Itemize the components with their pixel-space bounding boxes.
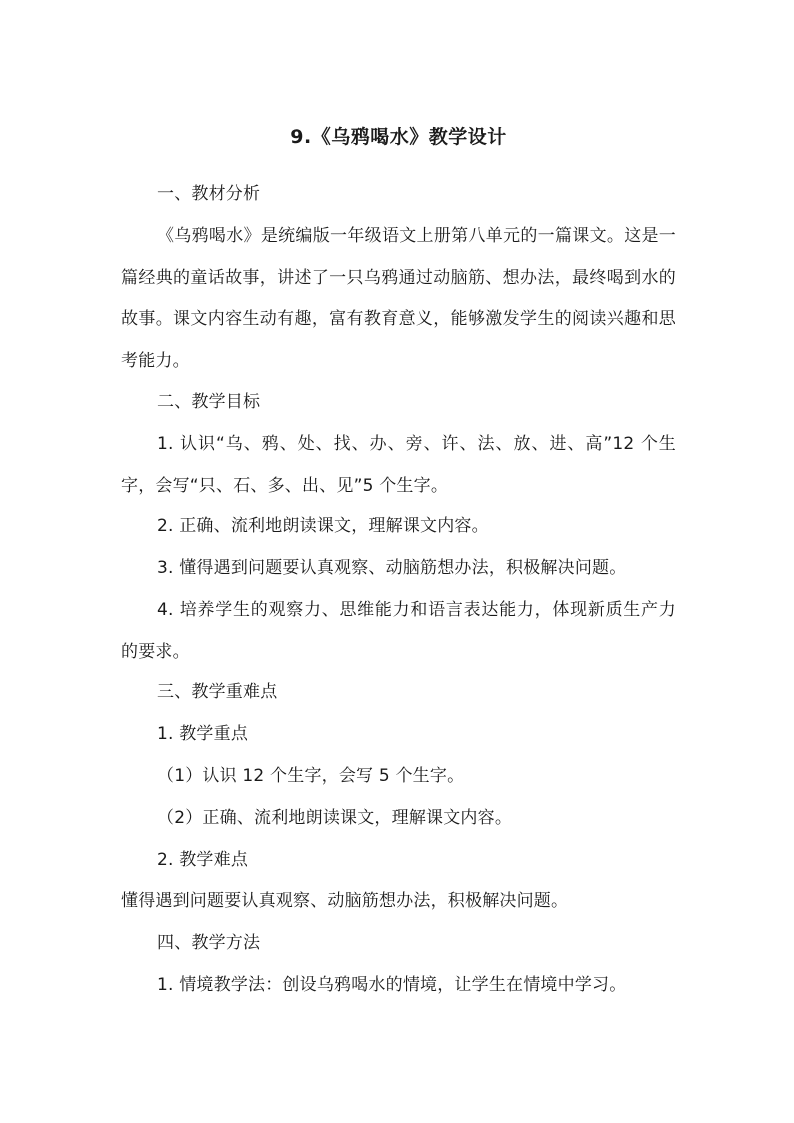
document-title: 9.《乌鸦喝水》教学设计	[290, 126, 507, 148]
section-heading-key-points: 三、教学重难点	[157, 682, 278, 702]
method-item-1: 1. 情境教学法：创设乌鸦喝水的情境，让学生在情境中学习。	[157, 975, 627, 995]
key-point-item-2: （2）正确、流利地朗读课文，理解课文内容。	[157, 808, 513, 828]
objective-item-1: 1. 认识“乌、鸦、处、找、办、旁、许、法、放、进、高”12 个生字，会写“只、石、多、出、见”5 个生字。	[121, 434, 676, 496]
difficulty-text: 懂得遇到问题要认真观察、动脑筋想办法，积极解决问题。	[121, 891, 569, 911]
key-point-item-1: （1）认识 12 个生字，会写 5 个生字。	[157, 766, 465, 786]
section-heading-analysis: 一、教材分析	[157, 184, 261, 204]
objective-item-4: 4. 培养学生的观察力、思维能力和语言表达能力，体现新质生产力的要求。	[121, 600, 676, 662]
section-heading-objectives: 二、教学目标	[157, 392, 261, 412]
subheading-difficulties: 2. 教学难点	[157, 850, 249, 870]
objective-item-2: 2. 正确、流利地朗读课文，理解课文内容。	[157, 516, 489, 536]
subheading-key-points: 1. 教学重点	[157, 724, 249, 744]
objective-item-3: 3. 懂得遇到问题要认真观察、动脑筋想办法，积极解决问题。	[157, 558, 627, 578]
paragraph-analysis-body: 《乌鸦喝水》是统编版一年级语文上册第八单元的一篇课文。这是一篇经典的童话故事，讲述了一只乌鸦通过动脑筋、想办法，最终喝到水的故事。课文内容生动有趣，富有教育意义，能够激发学生的阅读兴趣和思考能力。	[121, 226, 676, 371]
section-heading-methods: 四、教学方法	[157, 933, 261, 953]
